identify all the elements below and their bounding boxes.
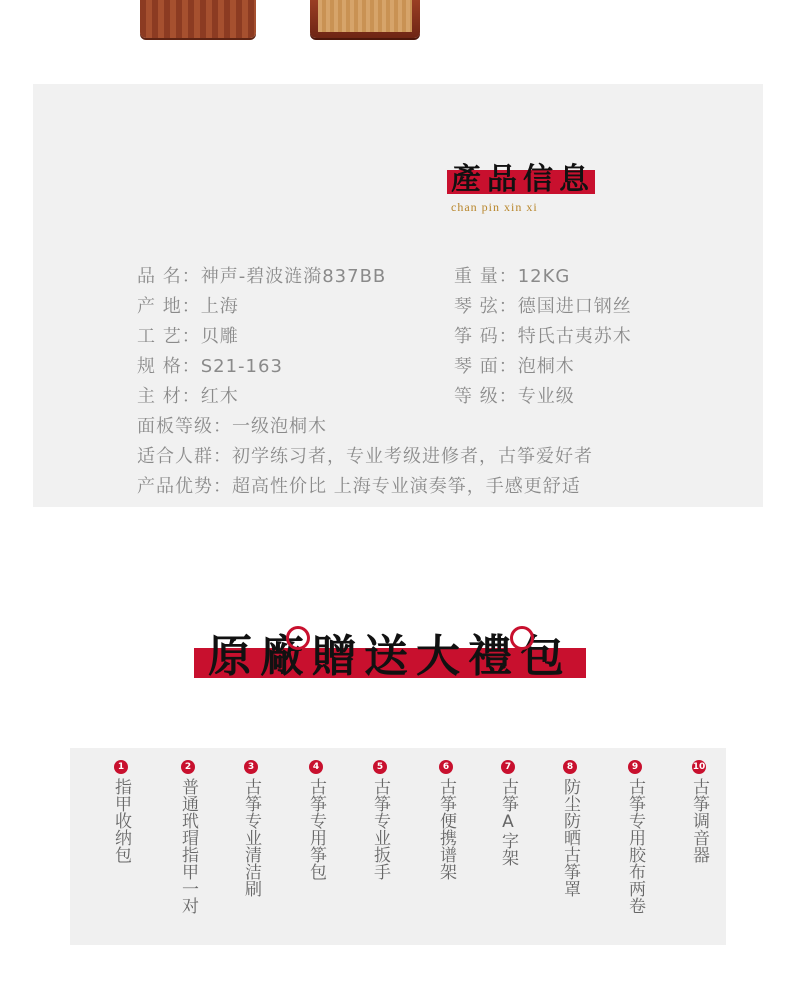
- gift-item-label: 古筝便携谱架: [436, 778, 456, 880]
- gift-item-label: 古筝专业清洁刷: [241, 778, 261, 897]
- spec-weight: 重 量：12KG: [454, 266, 571, 287]
- spec-audience: 适合人群：初学练习者，专业考级进修者，古筝爱好者: [137, 446, 593, 467]
- gift-item: [624, 760, 646, 914]
- gift-item: [110, 760, 132, 863]
- gift-number-badge: 1: [114, 760, 128, 774]
- gift-number-badge: 10: [692, 762, 706, 772]
- spec-advantage: 产品优势：超高性价比 上海专业演奏筝，手感更舒适: [137, 476, 581, 497]
- gift-item: [688, 760, 710, 863]
- spec-strings: 琴 弦：德国进口钢丝: [454, 296, 632, 317]
- gift-list-panel: [70, 748, 726, 945]
- spec-bridges: 筝 码：特氏古夷苏木: [454, 326, 632, 347]
- gift-item-label: 指甲收纳包: [111, 778, 131, 863]
- product-image-bridge-end: [310, 0, 420, 38]
- gift-number-badge: 5: [373, 760, 387, 774]
- gift-item-label: 防尘防晒古筝罩: [560, 778, 580, 897]
- spec-soundboard: 琴 面：泡桐木: [454, 356, 575, 377]
- seal-circle-icon: [286, 626, 310, 650]
- gift-item-label: 古筝A字架: [498, 778, 518, 866]
- gift-item: [559, 760, 581, 897]
- gift-number-badge: 8: [563, 760, 577, 774]
- spec-panel-grade: 面板等级：一级泡桐木: [137, 416, 327, 437]
- product-info-title: 產品信息: [451, 162, 595, 197]
- gift-item: [369, 760, 391, 880]
- spec-craft: 工 艺：贝雕: [137, 326, 239, 347]
- product-image-carved-end: [140, 0, 256, 38]
- gift-number-badge: 3: [244, 760, 258, 774]
- gift-item-label: 古筝专业扳手: [370, 778, 390, 880]
- gift-item: [240, 760, 262, 897]
- product-thumbnails: [0, 0, 790, 40]
- gift-title: 原廠贈送大禮包: [208, 631, 572, 682]
- gift-number-badge: 4: [309, 760, 323, 774]
- product-info-pinyin: chan pin xin xi: [451, 200, 538, 214]
- spec-size: 规 格：S21-163: [137, 356, 283, 377]
- product-info-panel: [33, 84, 763, 507]
- spec-material: 主 材：红木: [137, 386, 239, 407]
- gift-item-label: 普通玳瑁指甲一对: [178, 778, 198, 914]
- gift-item-label: 古筝调音器: [689, 778, 709, 863]
- gift-item-label: 古筝专用筝包: [306, 778, 326, 880]
- gift-item: [305, 760, 327, 880]
- spec-product-name: 品 名：神声-碧波涟漪837BB: [137, 266, 387, 287]
- gift-number-badge: 7: [501, 760, 515, 774]
- gift-item: [177, 760, 199, 914]
- gift-number-badge: 2: [181, 760, 195, 774]
- gift-item: [497, 760, 519, 866]
- gift-number-badge: 6: [439, 760, 453, 774]
- gift-heading: [194, 620, 586, 680]
- spec-origin: 产 地：上海: [137, 296, 239, 317]
- gift-item-label: 古筝专用胶布两卷: [625, 778, 645, 914]
- gift-number-badge: 9: [628, 760, 642, 774]
- spec-level: 等 级：专业级: [454, 386, 575, 407]
- gift-item: [435, 760, 457, 880]
- seal-circle-icon: [510, 626, 534, 650]
